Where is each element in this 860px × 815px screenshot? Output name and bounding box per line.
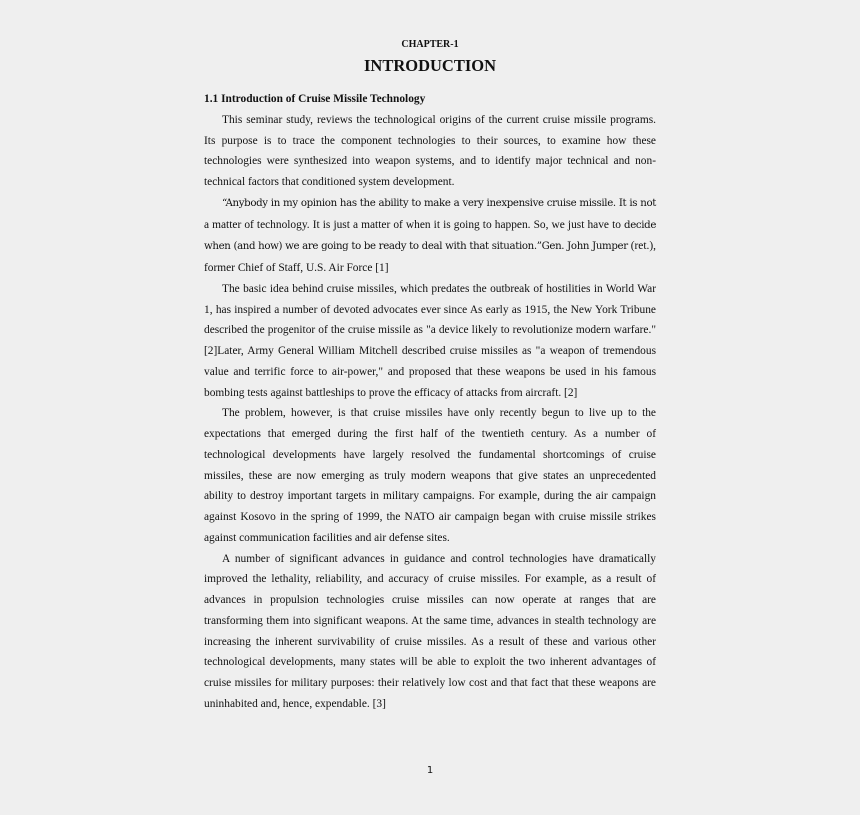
document-body <box>204 89 656 715</box>
paragraph-5: A number of significant advances in guidance and control technologies have dramatically improved the lethality, reliability, and accuracy of cruise missiles. For example, as a result of advances in propulsion technologies cruise missiles can now operate at ranges that are transforming them into significant weapons. At the same time, advances in stealth technology are increasing the inherent survivability of cruise missiles. As a result of these and various other technological developments, many states will be able to exploit the two inherent advantages of cruise missiles for military purposes: their relatively low cost and that fact that these weapons are uninhabited and, hence, expendable. [3] <box>204 552 656 710</box>
chapter-label: CHAPTER-1 <box>401 39 459 50</box>
quote-attribution: (ret.), former Chief of Staff, U.S. Air Force [1] <box>204 240 656 274</box>
paragraph-4: The problem, however, is that cruise missiles have only recently begun to live up to the expectations that emerged during the first half of the twentieth century. As a number of technological developments have largely resolved the fundamental shortcomings of cruise missiles, these are now emerging as truly modern weapons that give states an unprecedented ability to destroy important targets in military campaigns. For example, during the air campaign against Kosovo in the spring of 1999, the NATO air campaign began with cruise missile strikes against communication facilities and air defense sites. <box>204 407 656 544</box>
page-number: 1 <box>426 765 434 776</box>
quote-line-3: decide when (and how) we are going to be ready to deal with that situation.”Gen. John Jumper <box>204 219 656 253</box>
quote-line-1: “Anybody in my opinion has the ability to make a very inexpensive cruise missile. It is not <box>222 197 656 209</box>
section-heading: 1.1 Introduction of Cruise Missile Technology <box>204 93 426 105</box>
paragraph-1: This seminar study, reviews the technological origins of the current cruise missile programs. Its purpose is to trace the component technologies to their sources, to examine how these technologies were synthesized into weapon systems, and to identify major technical and non-technical factors that conditioned system development. <box>204 113 656 188</box>
paragraph-3: The basic idea behind cruise missiles, which predates the outbreak of hostilities in World War 1, has inspired a number of devoted advocates ever since As early as 1915, the New York Tribune described the progenitor of the cruise missile as "a device likely to revolutionize modern warfare."[2]Later, Army General William Mitchell described cruise missiles as "a weapon of tremendous value and terrific force to air-power," and proposed that these weapons be used in his famous bombing tests against battleships to prove the efficacy of attacks from aircraft. [2] <box>204 282 656 399</box>
page-title: INTRODUCTION <box>363 56 497 75</box>
quote-line-2: a matter of technology. It is just a matter of when it is going to happen. So, we just have to <box>204 218 621 231</box>
paragraph-2-quote <box>204 193 656 279</box>
